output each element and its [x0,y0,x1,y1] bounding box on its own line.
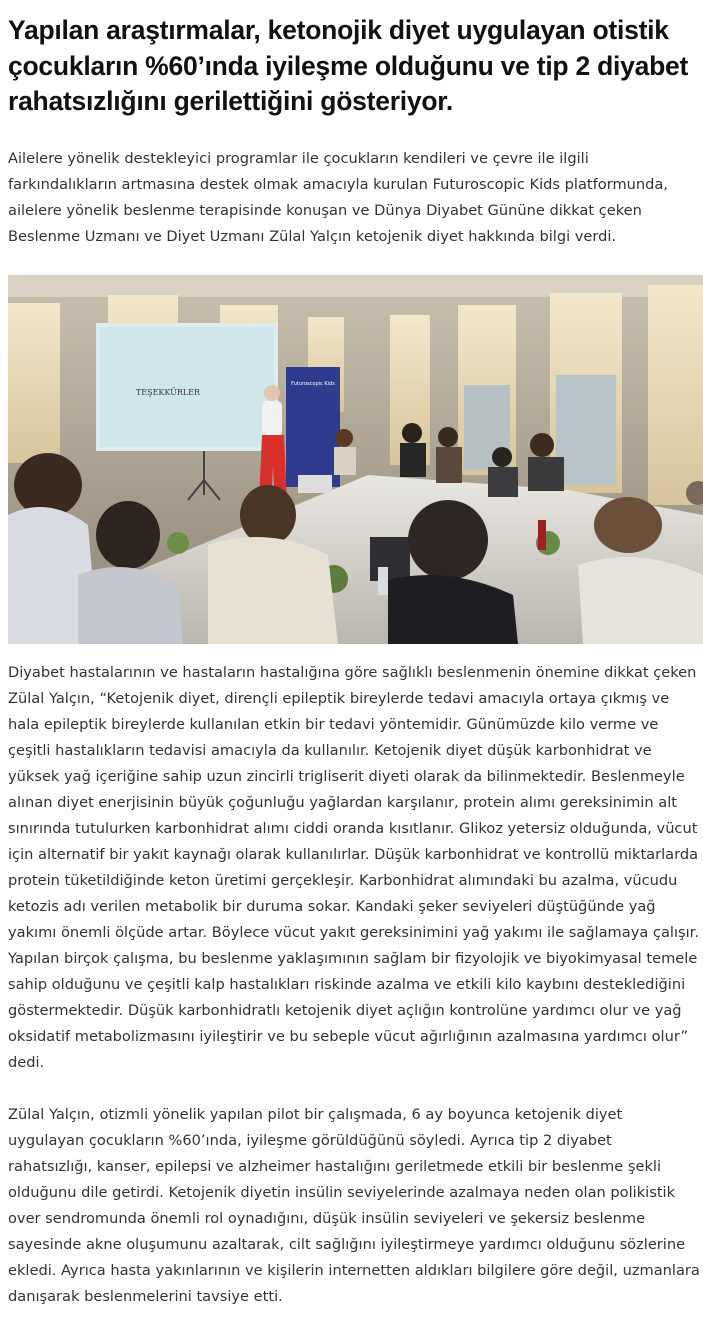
article-headline: Yapılan araştırmalar, ketonojik diyet uygulayan otistik çocukların %60’ında iyileşme olduğunu ve tip 2 diyabet rahatsızlığını gerilettiğini gösteriyor. [8,15,689,116]
slide-title: TEŞEKKÜRLER [135,388,201,397]
article-intro: Ailelere yönelik destekleyici programlar ile çocukların kendileri ve çevre ile ilgili farkındalıkların artmasına destek olmak amacıyla kurulan Futuroscopic Kids platformunda, ailelere yönelik beslenme terapisinde konuşan ve Dünya Diyabet Gününe dikkat çeken Beslenme Uzmanı ve Diyet Uzmanı Zülal Yalçın ketojenik diyet hakkında bilgi verdi. [8,150,669,245]
article-paragraph-1: Diyabet hastalarının ve hastaların hastalığına göre sağlıklı beslenmenin önemine dikkat çeken Zülal Yalçın, “Ketojenik diyet, dirençli epileptik bireylerde tedavi amacıyla ortaya çıkmış ve hala epileptik bireylerde kullanılan etkin bir tedavi yöntemidir. Günümüzde kilo verme ve çeşitli hastalıkların tedavisi amacıyla da kullanılır. Ketojenik diyet düşük karbonhidrat ve yüksek yağ içeriğine sahip uzun zincirli trigliserit diyeti olarak da bilinmektedir. Beslenmeyle alınan diyet enerjisinin büyük çoğunluğu yağlardan karşılanır, protein alımı gereksinimin alt sınırında tutulurken karbonhidrat alımı ciddi oranda kısıtlanır. Glikoz yetersiz olduğunda, vücut için alternatif bir yakıt kaynağı olarak kullanılırlar. Düşük karbonhidrat ve kontrollü miktarlarda protein tüketildiğinde keton üretimi gerçekleşir. Karbonhidrat alımındaki bu azalma, vücudu ketozis adı verilen metabolik bir duruma sokar. Kandaki şeker seviyeleri düştüğünde yağ yakımı önemli ölçüde artar. Böylece vücut yakıt gereksinimini yağ yakımı ile sağlamaya çalışır. Yapılan birçok çalışma, bu beslenme yaklaşımının sağlam bir fizyolojik ve biyokimyasal temele sahip olduğunu ve çeşitli kalp hastalıkları riskinde azalma ve etkili kilo kaybını desteklediğini göstermektedir. Düşük karbonhidratlı ketojenik diyet açlığın kontrolüne yardımcı olur ve yağ oksidatif metabolizmasını iyileştirir ve bu sebeple vücut ağırlığının azalmasına yardımcı olur” dedi. [8,664,699,1071]
seminar-photo [8,275,703,644]
banner-text: Futuroscopic Kids [291,381,335,387]
article-paragraph-2: Zülal Yalçın, otizmli yönelik yapılan pilot bir çalışmada, 6 ay boyunca ketojenik diyet uygulayan çocukların %60’ında, iyileşme görüldüğünü söyledi. Ayrıca tip 2 diyabet rahatsızlığı, kanser, epilepsi ve alzheimer hastalığını geriletmede etkili bir beslenme şekli olduğunu dile getirdi. Ketojenik diyetin insülin seviyelerinde azalmaya neden olan polikistik over sendromunda önemli rol oynadığını, düşük insülin seviyeleri ve şekersiz beslenme sayesinde akne oluşumunu azaltarak, cilt sağlığını iyileştirmeye yardımcı olduğunu sözlerine ekledi. Ayrıca hasta yakınlarının ve kişilerin internetten aldıkları bilgilere göre değil, uzmanlara danışarak beslenmelerini tavsiye etti. [8,1106,700,1305]
article [8,0,700,1305]
article-photo [8,275,703,644]
